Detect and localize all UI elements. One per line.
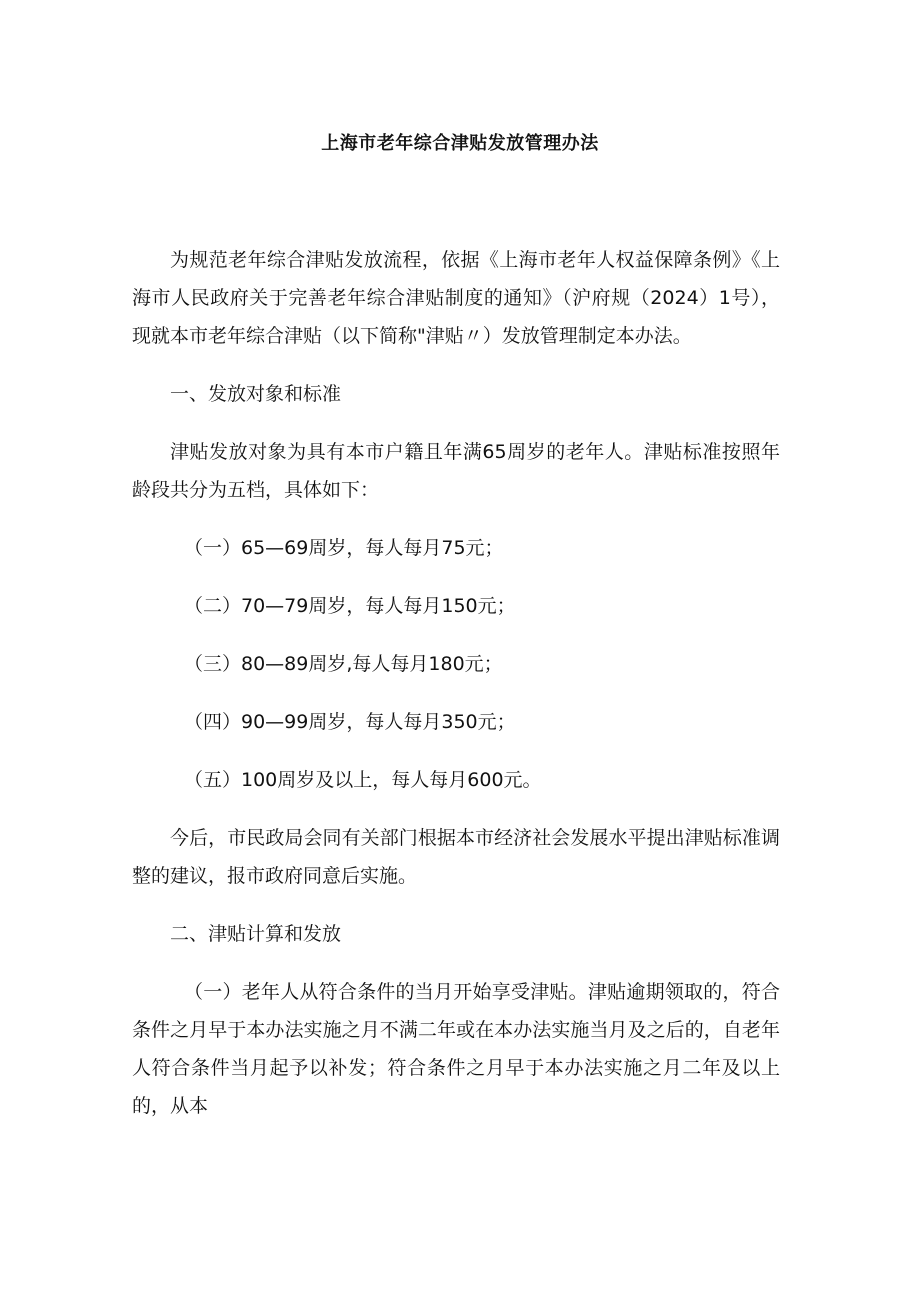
subsidy-tier-1: （一）65—69周岁，每人每月75元； <box>184 537 504 559</box>
subsidy-tier-5: （五）100周岁及以上，每人每月600元。 <box>184 769 542 791</box>
section-2-heading: 二、津贴计算和发放 <box>170 923 342 945</box>
subsidy-tier-4: （四）90—99周岁，每人每月350元； <box>184 711 516 733</box>
subsidy-tier-2: （二）70—79周岁，每人每月150元； <box>184 595 516 617</box>
subsidy-tier-3: （三）80—89周岁,每人每月180元； <box>184 653 503 675</box>
intro-paragraph: 为规范老年综合津贴发放流程，依据《上海市老年人权益保障条例》《上海市人民政府关于完善老年综合津贴制度的通知》（沪府规（2024）1号），现就本市老年综合津贴（以下简称"津贴〃）发放管理制定本办法。 <box>132 249 780 347</box>
adjustment-paragraph: 今后，市民政局会同有关部门根据本市经济社会发展水平提出津贴标准调整的建议，报市政府同意后实施。 <box>132 827 780 887</box>
eligibility-paragraph: 津贴发放对象为具有本市户籍且年满65周岁的老年人。津贴标准按照年龄段共分为五档，具体如下： <box>132 441 780 501</box>
document-title: 上海市老年综合津贴发放管理办法 <box>321 133 599 154</box>
subsidy-tier-list <box>132 529 780 799</box>
document-body <box>132 241 780 1145</box>
calculation-item-1: （一）老年人从符合条件的当月开始享受津贴。津贴逾期领取的，符合条件之月早于本办法实施之月不满二年或在本办法实施当月及之后的，自老年人符合条件当月起予以补发；符合条件之月早于本办法实施之月二年及以上的，从本 <box>132 981 780 1117</box>
section-1-heading: 一、发放对象和标准 <box>170 383 342 405</box>
